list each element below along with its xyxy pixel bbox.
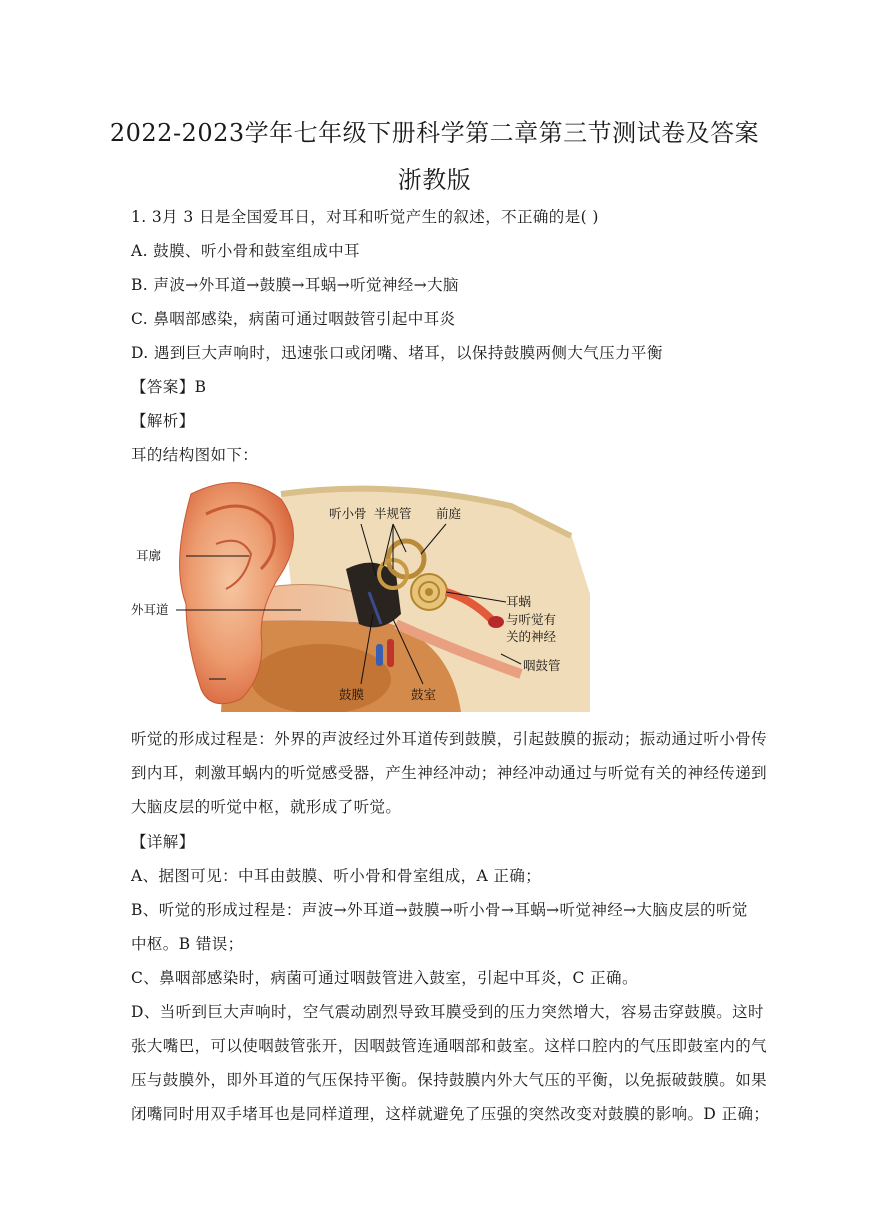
option-b: B. 声波→外耳道→鼓膜→耳蜗→听觉神经→大脑 <box>131 276 459 294</box>
label-ear-canal: 外耳道 <box>131 602 169 617</box>
label-semicircular: 半规管 <box>374 506 412 521</box>
option-c: C. 鼻咽部感染，病菌可通过咽鼓管引起中耳炎 <box>131 310 456 328</box>
detail-line8: 闭嘴同时用双手堵耳也是同样道理，这样就避免了压强的突然改变对鼓膜的影响。D 正确； <box>131 1105 770 1123</box>
detail-line5: D、当听到巨大声响时，空气震动剧烈导致耳膜受到的压力突然增大，容易击穿鼓膜。这时 <box>131 1003 764 1021</box>
label-ossicles: 听小骨 <box>329 506 367 521</box>
detail-line1: A、据图可见：中耳由鼓膜、听小骨和骨室组成，A 正确； <box>131 867 542 885</box>
label-nerve-line2: 关的神经 <box>506 629 557 644</box>
hearing-para-line1: 听觉的形成过程是：外界的声波经过外耳道传到鼓膜，引起鼓膜的振动；振动通过听小骨传 <box>131 730 768 748</box>
detail-line4: C、鼻咽部感染时，病菌可通过咽鼓管进入鼓室，引起中耳炎，C 正确。 <box>131 969 638 987</box>
label-pinna: 耳廓 <box>136 548 162 563</box>
label-eardrum: 鼓膜 <box>339 687 365 702</box>
detail-line7: 压与鼓膜外，即外耳道的气压保持平衡。保持鼓膜内外大气压的平衡，以免振破鼓膜。如果 <box>131 1071 768 1089</box>
question-text: 1. 3月 3 日是全国爱耳日，对耳和听觉产生的叙述，不正确的是( ) <box>131 208 599 226</box>
hearing-para-line2: 到内耳，刺激耳蜗内的听觉感受器，产生神经冲动；神经冲动通过与听觉有关的神经传递到 <box>131 764 768 782</box>
detail-line3: 中枢。B 错误； <box>131 935 244 953</box>
detail-heading: 【详解】 <box>131 833 195 851</box>
label-cochlea: 耳蜗 <box>506 594 532 609</box>
figure-intro: 耳的结构图如下： <box>131 446 259 464</box>
hearing-para-line3: 大脑皮层的听觉中枢，就形成了听觉。 <box>131 798 402 816</box>
label-tympanic: 鼓室 <box>411 687 437 702</box>
doc-title: 2022-2023学年七年级下册科学第二章第三节测试卷及答案 <box>109 119 760 147</box>
label-vestibule: 前庭 <box>436 506 462 521</box>
doc-subtitle: 浙教版 <box>397 166 472 194</box>
ear-structure-figure <box>131 474 590 712</box>
label-eustachian: 咽鼓管 <box>523 658 561 673</box>
label-nerve-line1: 与听觉有 <box>506 612 557 627</box>
analysis-heading: 【解析】 <box>131 412 195 430</box>
option-a: A. 鼓膜、听小骨和鼓室组成中耳 <box>131 242 360 260</box>
option-d: D. 遇到巨大声响时，迅速张口或闭嘴、堵耳，以保持鼓膜两侧大气压力平衡 <box>131 344 663 362</box>
answer: 【答案】B <box>131 378 207 396</box>
detail-line2: B、听觉的形成过程是：声波→外耳道→鼓膜→听小骨→耳蜗→听觉神经→大脑皮层的听觉 <box>131 901 748 919</box>
detail-line6: 张大嘴巴，可以使咽鼓管张开，因咽鼓管连通咽部和鼓室。这样口腔内的气压即鼓室内的气 <box>131 1037 768 1055</box>
